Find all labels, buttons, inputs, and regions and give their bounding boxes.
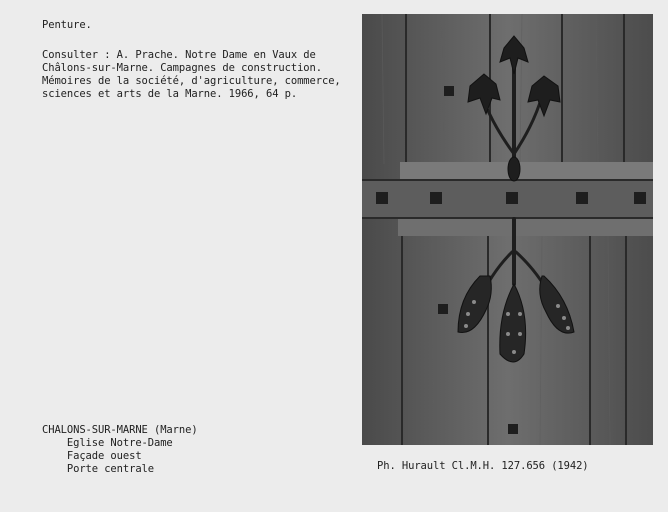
hinge-photograph xyxy=(362,14,653,445)
location-block xyxy=(42,424,198,476)
card-title: Penture. xyxy=(42,19,92,31)
bibliographic-reference xyxy=(42,49,341,101)
location-line: Façade ouest xyxy=(42,450,142,462)
reference-line: Mémoires de la société, d'agriculture, commerce, xyxy=(42,75,341,87)
location-line: CHALONS-SUR-MARNE (Marne) xyxy=(42,424,198,436)
reference-line: Consulter : A. Prache. Notre Dame en Vaux de xyxy=(42,49,316,61)
photo-credit: Ph. Hurault Cl.M.H. 127.656 (1942) xyxy=(377,460,589,472)
door-hinge-image xyxy=(362,14,653,445)
reference-line: Châlons-sur-Marne. Campagnes de construction. xyxy=(42,62,322,74)
location-line: Eglise Notre-Dame xyxy=(42,437,173,449)
reference-line: sciences et arts de la Marne. 1966, 64 p. xyxy=(42,88,298,100)
location-line: Porte centrale xyxy=(42,463,154,475)
